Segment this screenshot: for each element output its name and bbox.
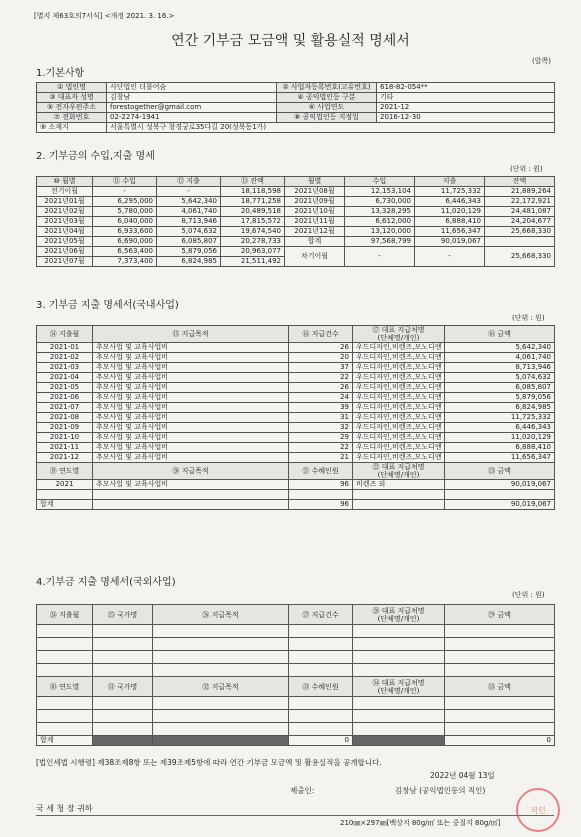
income-cell: 6,933,600 xyxy=(93,227,157,237)
carry-income: - xyxy=(345,247,415,267)
empty-cell xyxy=(153,651,289,664)
balance-cell: 19,674,540 xyxy=(221,227,285,237)
submitter-name: 김창남 (공익법인등의 직인) xyxy=(395,786,486,795)
section-3-unit: (단위 : 원) xyxy=(512,314,545,322)
column-header: ⑰ 대표 지급처명 (단체명/개인) xyxy=(353,326,445,343)
expense-cell: 6,824,985 xyxy=(157,257,221,267)
empty-cell xyxy=(37,651,93,664)
empty-cell xyxy=(353,723,445,736)
amount-cell: 6,085,807 xyxy=(445,383,555,393)
balance-cell: 20,278,733 xyxy=(221,237,285,247)
empty-cell xyxy=(353,638,445,651)
empty-row xyxy=(37,710,555,723)
recipient-cell: 우드디자인,비렌즈,모노디앤 xyxy=(353,373,445,383)
page-title: 연간 기부금 모금액 및 활용실적 명세서 xyxy=(171,33,410,49)
count-cell: 20 xyxy=(289,353,353,363)
count-cell: 29 xyxy=(289,433,353,443)
empty-cell xyxy=(289,723,353,736)
empty-cell xyxy=(353,664,445,677)
table-row xyxy=(37,443,555,453)
balance-cell: 21,889,264 xyxy=(485,187,555,197)
amount-cell: 6,888,410 xyxy=(445,443,555,453)
column-header: ㉖ 지급목적 xyxy=(153,605,289,625)
column-header: 잔액 xyxy=(485,177,555,187)
empty-cell xyxy=(37,723,93,736)
info-label: ⑦ 전화번호 xyxy=(37,113,107,123)
empty-cell xyxy=(93,625,153,638)
column-header: ㉔ 지출월 xyxy=(37,605,93,625)
empty-row xyxy=(37,651,555,664)
info-label: ⑤ 전자우편주소 xyxy=(37,103,107,113)
carry-label: 차기이월 xyxy=(285,247,345,267)
submit-date: 2022년 04월 13일 xyxy=(430,771,495,780)
month-cell: 2021-01 xyxy=(37,343,93,353)
recipient-cell: 우드디자인,비렌즈,모노디앤 xyxy=(353,403,445,413)
table-row xyxy=(37,197,555,207)
empty-cell xyxy=(153,710,289,723)
empty-row xyxy=(37,638,555,651)
expense-cell: 5,642,340 xyxy=(157,197,221,207)
table-row xyxy=(37,343,555,353)
section-1-heading: 1.기본사항 xyxy=(36,68,85,79)
info-value: 사단법인 더블어숨 xyxy=(107,83,277,93)
table-row xyxy=(37,353,555,363)
table-row xyxy=(37,237,555,247)
empty-cell xyxy=(289,664,353,677)
empty-cell xyxy=(37,697,93,710)
month-cell: 2021-05 xyxy=(37,383,93,393)
month-cell: 2021-06 xyxy=(37,393,93,403)
purpose-cell: 추모사업 및 교육사업비 xyxy=(93,413,289,423)
income-cell: 6,563,400 xyxy=(93,247,157,257)
purpose-cell: 추모사업 및 교육사업비 xyxy=(93,433,289,443)
table-row xyxy=(37,423,555,433)
foreign-expense-table xyxy=(36,604,555,746)
column-header: ㉗ 지급건수 xyxy=(289,605,353,625)
count-cell: 32 xyxy=(289,423,353,433)
balance-cell: 22,172,921 xyxy=(485,197,555,207)
month-cell: 2021년07월 xyxy=(37,257,93,267)
expense-cell: 4,061,740 xyxy=(157,207,221,217)
table-row xyxy=(37,247,555,257)
month-cell: 2021-07 xyxy=(37,403,93,413)
column-header: ㉙ 금액 xyxy=(445,605,555,625)
law-notice: [법인세법 시행령] 제38조제8항 또는 제39조제5항에 따라 연간 기부금 모금액 및 활용실적을 공개합니다. xyxy=(36,758,382,767)
empty-cell xyxy=(93,710,153,723)
info-label: ③ 대표자 성명 xyxy=(37,93,107,103)
income-cell: 6,295,000 xyxy=(93,197,157,207)
amount-cell: 5,879,056 xyxy=(445,393,555,403)
empty-cell xyxy=(37,625,93,638)
empty-cell xyxy=(289,638,353,651)
month-cell: 2021년09월 xyxy=(285,197,345,207)
expense-cell: 5,074,632 xyxy=(157,227,221,237)
purpose-cell: 추모사업 및 교육사업비 xyxy=(93,403,289,413)
column-header: ㉜ 지급목적 xyxy=(153,677,289,697)
info-value: 2021-12 xyxy=(377,103,555,113)
empty-cell xyxy=(445,625,555,638)
recipient-cell: 우드디자인,비렌즈,모노디앤 xyxy=(353,343,445,353)
income-cell: 6,690,000 xyxy=(93,237,157,247)
column-header: ㉑ 수혜인원 xyxy=(289,463,353,480)
table-row xyxy=(37,363,555,373)
form-note: [별지 제63호의7서식] <개정 2021. 3. 16.> xyxy=(34,12,175,20)
table-row xyxy=(37,383,555,393)
empty-row xyxy=(37,625,555,638)
table-row xyxy=(37,187,555,197)
domestic-total-label: 합계 xyxy=(37,500,93,510)
count-cell: 37 xyxy=(289,363,353,373)
month-cell: 2021년11월 xyxy=(285,217,345,227)
month-cell: 2021년08월 xyxy=(285,187,345,197)
column-header: ㉓ 금액 xyxy=(445,463,555,480)
column-header: ⑭ 지출월 xyxy=(37,326,93,343)
column-header: ⑮ 지급목적 xyxy=(93,326,289,343)
basic-info-table xyxy=(36,82,555,133)
recipient-cell: 우드디자인,비렌즈,모노디앤 xyxy=(353,353,445,363)
empty-cell xyxy=(37,664,93,677)
empty-cell xyxy=(93,723,153,736)
empty-cell xyxy=(353,710,445,723)
expense-cell: - xyxy=(157,187,221,197)
empty-row xyxy=(37,664,555,677)
table-row xyxy=(37,227,555,237)
column-header: 지출 xyxy=(415,177,485,187)
amount-cell: 5,642,340 xyxy=(445,343,555,353)
info-value: 2016-12-30 xyxy=(377,113,555,123)
section-3-heading: 3. 기부금 지출 명세서(국내사업) xyxy=(36,300,179,311)
domestic-total-amount: 90,019,067 xyxy=(445,500,555,510)
total-expense: 90,019,067 xyxy=(415,237,485,247)
income-cell: 13,328,295 xyxy=(345,207,415,217)
month-cell: 2021년06월 xyxy=(37,247,93,257)
balance-cell: 25,668,330 xyxy=(485,227,555,237)
purpose-cell: 추모사업 및 교육사업비 xyxy=(93,443,289,453)
table-row xyxy=(37,453,555,463)
table-row xyxy=(37,393,555,403)
empty-row xyxy=(37,697,555,710)
purpose-cell: 추모사업 및 교육사업비 xyxy=(93,343,289,353)
carry-expense: - xyxy=(415,247,485,267)
column-header: ⑩ 월별 xyxy=(37,177,93,187)
month-cell: 전기이월 xyxy=(37,187,93,197)
balance-cell: 18,118,598 xyxy=(221,187,285,197)
count-cell: 39 xyxy=(289,403,353,413)
column-header: ㉟ 금액 xyxy=(445,677,555,697)
column-header: ㉕ 국가명 xyxy=(93,605,153,625)
empty-cell xyxy=(153,723,289,736)
column-header: ㉝ 수혜인원 xyxy=(289,677,353,697)
balance-cell: 24,204,677 xyxy=(485,217,555,227)
purpose-cell: 추모사업 및 교육사업비 xyxy=(93,423,289,433)
recipient-cell: 비렌즈 외 xyxy=(353,480,445,490)
amount-cell: 4,061,740 xyxy=(445,353,555,363)
empty-cell xyxy=(353,697,445,710)
empty-cell xyxy=(153,638,289,651)
month-cell: 2021-03 xyxy=(37,363,93,373)
month-cell: 2021-09 xyxy=(37,423,93,433)
section-4-heading: 4.기부금 지출 명세서(국외사업) xyxy=(36,577,176,588)
income-cell: 5,780,000 xyxy=(93,207,157,217)
empty-cell xyxy=(37,710,93,723)
empty-cell xyxy=(445,723,555,736)
column-header: ⑫ 지출 xyxy=(157,177,221,187)
expense-cell: 5,879,056 xyxy=(157,247,221,257)
section-4-unit: (단위 : 원) xyxy=(512,591,545,599)
empty-cell xyxy=(445,651,555,664)
expense-cell: 8,713,946 xyxy=(157,217,221,227)
total-income: 97,568,799 xyxy=(345,237,415,247)
purpose-cell: 추모사업 및 교육사업비 xyxy=(93,363,289,373)
info-row xyxy=(37,83,555,93)
purpose-cell: 추모사업 및 교육사업비 xyxy=(93,480,289,490)
empty-cell xyxy=(353,651,445,664)
foreign-total-amount: 0 xyxy=(445,736,555,746)
info-value: 김창남 xyxy=(107,93,277,103)
column-header: ⑲ 연도별 xyxy=(37,463,93,480)
empty-cell xyxy=(353,625,445,638)
empty-cell xyxy=(93,697,153,710)
month-cell: 2021년03월 xyxy=(37,217,93,227)
purpose-cell: 추모사업 및 교육사업비 xyxy=(93,393,289,403)
empty-cell xyxy=(445,697,555,710)
info-label: ④ 공익법인등 구분 xyxy=(277,93,377,103)
address-value: 서울특별시 성북구 창경궁로35다길 20(성북동1가) xyxy=(107,123,555,133)
income-cell: 6,730,000 xyxy=(345,197,415,207)
info-label: ① 법인명 xyxy=(37,83,107,93)
balance-cell: 20,489,518 xyxy=(221,207,285,217)
balance-cell: 17,815,572 xyxy=(221,217,285,227)
expense-cell: 11,725,332 xyxy=(415,187,485,197)
section-2-unit: (단위 : 원) xyxy=(510,165,543,173)
expense-cell: 11,656,347 xyxy=(415,227,485,237)
empty-cell xyxy=(445,710,555,723)
empty-cell xyxy=(445,664,555,677)
recipient: 국 세 청 장 귀하 xyxy=(36,804,93,813)
table-row xyxy=(37,207,555,217)
address-label: ⑨ 소재지 xyxy=(37,123,107,133)
expense-cell: 6,446,343 xyxy=(415,197,485,207)
column-header: 수입 xyxy=(345,177,415,187)
count-cell: 22 xyxy=(289,443,353,453)
month-cell: 2021년12월 xyxy=(285,227,345,237)
amount-cell: 6,446,343 xyxy=(445,423,555,433)
purpose-cell: 추모사업 및 교육사업비 xyxy=(93,353,289,363)
recipient-cell: 우드디자인,비렌즈,모노디앤 xyxy=(353,453,445,463)
expense-cell: 6,888,410 xyxy=(415,217,485,227)
month-cell: 2021-08 xyxy=(37,413,93,423)
purpose-cell: 추모사업 및 교육사업비 xyxy=(93,373,289,383)
income-cell: 7,373,400 xyxy=(93,257,157,267)
recipient-cell: 우드디자인,비렌즈,모노디앤 xyxy=(353,433,445,443)
month-cell: 2021년04월 xyxy=(37,227,93,237)
column-header: ㉚ 연도별 xyxy=(37,677,93,697)
info-row xyxy=(37,103,555,113)
amount-cell: 6,824,985 xyxy=(445,403,555,413)
table-row xyxy=(37,403,555,413)
income-cell: - xyxy=(93,187,157,197)
table-row xyxy=(37,413,555,423)
column-header: ⑬ 잔액 xyxy=(221,177,285,187)
official-seal-stamp: 직인 xyxy=(516,788,560,832)
count-cell: 26 xyxy=(289,383,353,393)
column-header: ⑯ 지급건수 xyxy=(289,326,353,343)
beneficiary-count-cell: 96 xyxy=(289,480,353,490)
count-cell: 26 xyxy=(289,343,353,353)
month-cell: 2021년05월 xyxy=(37,237,93,247)
column-header: ⑱ 금액 xyxy=(445,326,555,343)
recipient-cell: 우드디자인,비렌즈,모노디앤 xyxy=(353,443,445,453)
info-label: ⑧ 공익법인등 지정일 xyxy=(277,113,377,123)
domestic-total-count: 96 xyxy=(289,500,353,510)
month-cell: 2021-10 xyxy=(37,433,93,443)
month-cell: 2021-12 xyxy=(37,453,93,463)
amount-cell: 8,713,946 xyxy=(445,363,555,373)
column-header: ⑪ 수입 xyxy=(93,177,157,187)
empty-cell xyxy=(153,697,289,710)
amount-cell: 90,019,067 xyxy=(445,480,555,490)
empty-cell xyxy=(289,625,353,638)
column-header: ㉒ 대표 지급처명 (단체명/개인) xyxy=(353,463,445,480)
info-value: 02-2274-1941 xyxy=(107,113,277,123)
amount-cell: 11,656,347 xyxy=(445,453,555,463)
info-label: ⑥ 사업연도 xyxy=(277,103,377,113)
page-side-label: (앞쪽) xyxy=(532,57,551,65)
table-row xyxy=(37,217,555,227)
table-row xyxy=(37,433,555,443)
purpose-cell: 추모사업 및 교육사업비 xyxy=(93,383,289,393)
foreign-total-count: 0 xyxy=(289,736,353,746)
recipient-cell: 우드디자인,비렌즈,모노디앤 xyxy=(353,423,445,433)
recipient-cell: 우드디자인,비렌즈,모노디앤 xyxy=(353,383,445,393)
month-cell: 2021-11 xyxy=(37,443,93,453)
info-value: 618-82-054** xyxy=(377,83,555,93)
submitter-label: 제출인: xyxy=(290,786,315,795)
info-row xyxy=(37,93,555,103)
section-2-heading: 2. 기부금의 수입,지출 명세 xyxy=(36,151,155,162)
footer-divider xyxy=(36,815,554,816)
info-row xyxy=(37,113,555,123)
balance-cell: 20,963,077 xyxy=(221,247,285,257)
month-cell: 2021년10월 xyxy=(285,207,345,217)
count-cell: 24 xyxy=(289,393,353,403)
count-cell: 31 xyxy=(289,413,353,423)
count-cell: 22 xyxy=(289,373,353,383)
year-cell: 2021 xyxy=(37,480,93,490)
amount-cell: 5,074,632 xyxy=(445,373,555,383)
empty-cell xyxy=(289,651,353,664)
column-header: ㉞ 대표 지급처명 (단체명/개인) xyxy=(353,677,445,697)
total-label: 합계 xyxy=(285,237,345,247)
amount-cell: 11,725,332 xyxy=(445,413,555,423)
income-cell: 12,153,104 xyxy=(345,187,415,197)
column-header: ㉛ 국가명 xyxy=(93,677,153,697)
total-balance xyxy=(485,237,555,247)
empty-cell xyxy=(93,664,153,677)
column-header: 월별 xyxy=(285,177,345,187)
balance-cell: 18,771,258 xyxy=(221,197,285,207)
count-cell: 21 xyxy=(289,453,353,463)
income-cell: 6,040,000 xyxy=(93,217,157,227)
info-label: ② 사업자등록번호(고유번호) xyxy=(277,83,377,93)
amount-cell: 11,020,129 xyxy=(445,433,555,443)
balance-cell: 21,511,492 xyxy=(221,257,285,267)
empty-cell xyxy=(153,664,289,677)
empty-cell xyxy=(289,710,353,723)
empty-row xyxy=(37,723,555,736)
column-header: ⑳ 지급목적 xyxy=(93,463,289,480)
month-cell: 2021년02월 xyxy=(37,207,93,217)
income-cell: 6,612,000 xyxy=(345,217,415,227)
empty-cell xyxy=(93,651,153,664)
recipient-cell: 우드디자인,비렌즈,모노디앤 xyxy=(353,413,445,423)
empty-cell xyxy=(289,697,353,710)
empty-cell xyxy=(93,638,153,651)
paper-spec: 210㎜×297㎜[백상지 80g/㎡ 또는 중질지 80g/㎡] xyxy=(340,819,501,827)
foreign-total-label: 합계 xyxy=(37,736,93,746)
domestic-expense-table xyxy=(36,325,555,510)
empty-cell xyxy=(153,625,289,638)
info-value: 기타 xyxy=(377,93,555,103)
expense-cell: 6,085,807 xyxy=(157,237,221,247)
column-header: ㉘ 대표 지급처명 (단체명/개인) xyxy=(353,605,445,625)
income-expense-table xyxy=(36,176,555,267)
month-cell: 2021-04 xyxy=(37,373,93,383)
month-cell: 2021-02 xyxy=(37,353,93,363)
recipient-cell: 우드디자인,비렌즈,모노디앤 xyxy=(353,393,445,403)
month-cell: 2021년01월 xyxy=(37,197,93,207)
recipient-cell: 우드디자인,비렌즈,모노디앤 xyxy=(353,363,445,373)
expense-cell: 11,020,129 xyxy=(415,207,485,217)
empty-cell xyxy=(37,638,93,651)
balance-cell: 24,481,087 xyxy=(485,207,555,217)
income-cell: 13,120,000 xyxy=(345,227,415,237)
table-row xyxy=(37,373,555,383)
carry-balance: 25,668,330 xyxy=(485,247,555,267)
info-value: forestogether@gmail.com xyxy=(107,103,277,113)
empty-cell xyxy=(445,638,555,651)
purpose-cell: 추모사업 및 교육사업비 xyxy=(93,453,289,463)
